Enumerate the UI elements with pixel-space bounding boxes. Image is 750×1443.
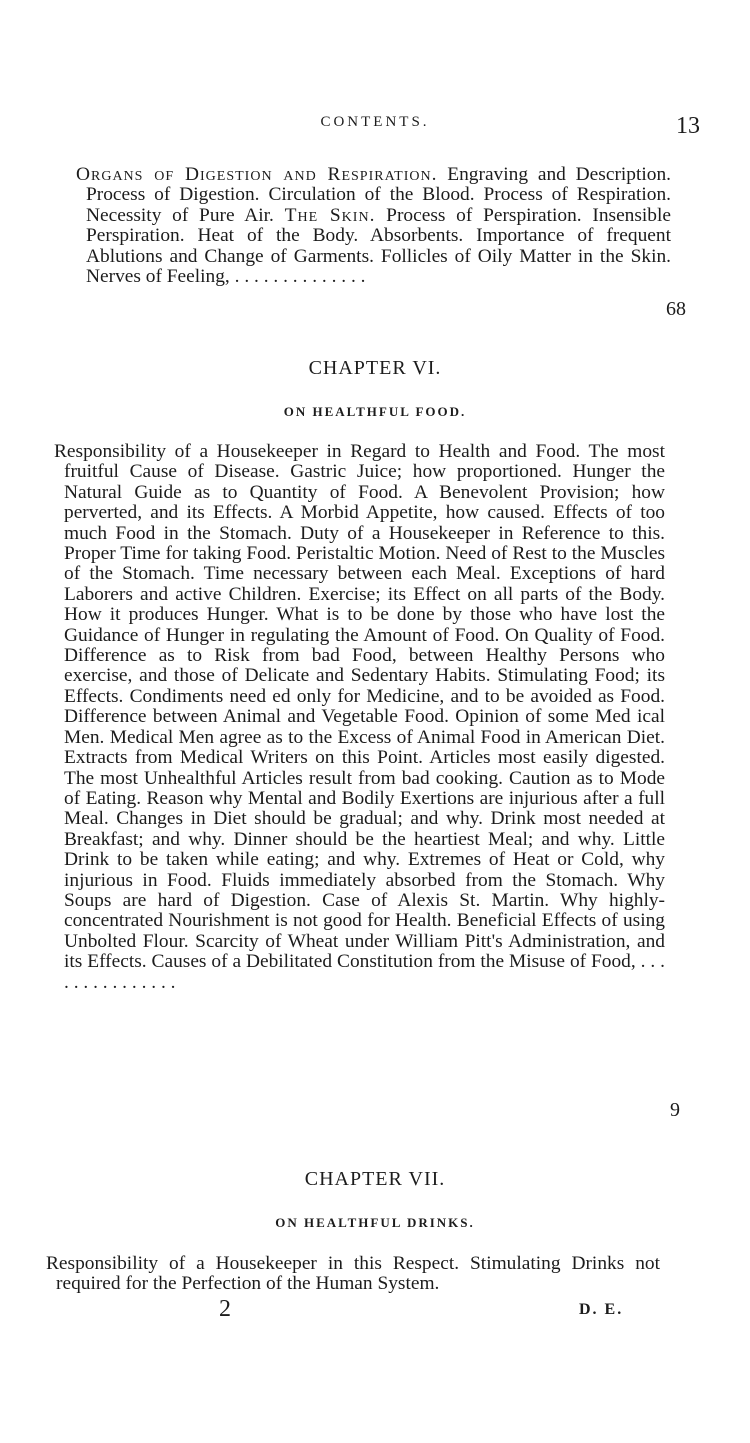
entry-skin-heading: The Skin. [284, 204, 376, 226]
page-number: 13 [676, 113, 700, 139]
chapter-7-contents [46, 1254, 660, 1295]
chapter-7-title: CHAPTER VII. [304, 1168, 446, 1190]
signature-mark: 2 [219, 1296, 231, 1322]
section-organs-entry [76, 165, 671, 287]
dot-leader: . . . . . . . . . . . . . . [229, 266, 366, 288]
entry-text-a: Engraving and Description. Process of Digestion. Circulation of the Blood. Process of Respiration. Necessity of Pure Air. [86, 164, 671, 226]
dot-leader: . . . . . . . . . . . . . . . [64, 951, 666, 993]
chapter-7-subtitle: ON HEALTHFUL DRINKS. [275, 1215, 475, 1230]
chapter-6-body: Responsibility of a Housekeeper in Regard to Health and Food. The most fruitful Cause of Disease. Gastric Juice; how proportioned. Hunger the Natural Guide as to Quantity of Food. A Benevolent Provision; how perverted, and its Effects. A Morbid Appetite, how caused. Effects of too much Food in the Stomach. Duty of a Housekeeper in Reference to this. Proper Time for taking Food. Peristaltic Motion. Need of Rest to the Muscles of the Stomach. Time necessary between each Meal. Exceptions of hard Laborers and active Children. Exercise; its Effect on all parts of the Body. How it produces Hunger. What is to be done by those who have lost the Guidance of Hunger in regulating the Amount of Food. On Quality of Food. Difference as to Risk from bad Food, between Healthy Persons who exercise, and those of Delicate and Sedentary Habits. Stimulating Food; its Effects. Condiments need ed only for Medicine, and to be avoided as Food. Difference between Animal and Vegetable Food. Opinion of some Med ical Men. Medical Men agree as to the Excess of Animal Food in American Diet. Extracts from Medical Writers on this Point. Articles most easily digested. The most Unhealthful Articles result from bad cooking. Caution as to Mode of Eating. Reason why Mental and Bodily Exertions are injurious after a full Meal. Changes in Diet should be gradual; and why. Drink most needed at Breakfast; and why. Dinner should be the heartiest Meal; and why. Little Drink to be taken while eating; and why. Extremes of Heat or Cold, why injurious in Food. Fluids immediately absorbed from the Stomach. Why Soups are hard of Digestion. Case of Alexis St. Martin. Why highly-concentrated Nourishment is not good for Health. Beneficial Effects of using Unbolted Flour. Scarcity of Wheat under William Pitt's Administration, and its Effects. Causes of a Debilitated Constitution from the Misuse of Food, [54, 441, 665, 973]
chapter-6-title: CHAPTER VI. [308, 357, 442, 379]
page-ref-68: 68 [666, 298, 686, 320]
entry-text-b: Process of Perspiration. Insensible Perspiration. Heat of the Body. Absorbents. Importance of frequent Ablutions and Change of Garments. Follicles of Oily Matter in the Skin. Nerves of Feeling, [86, 204, 671, 288]
chapter-6-contents [54, 442, 665, 993]
chapter-7-body: Responsibility of a Housekeeper in this Respect. Stimulating Drinks not required for the Perfection of the Human System. [46, 1253, 660, 1295]
page-header-title: CONTENTS. [320, 114, 430, 130]
entry-lead: Organs of Digestion and Respiration. [76, 164, 438, 185]
footer-mark: D. E. [579, 1301, 624, 1318]
chapter-6-subtitle: ON HEALTHFUL FOOD. [283, 404, 467, 419]
page-ref-9: 9 [670, 1099, 680, 1121]
